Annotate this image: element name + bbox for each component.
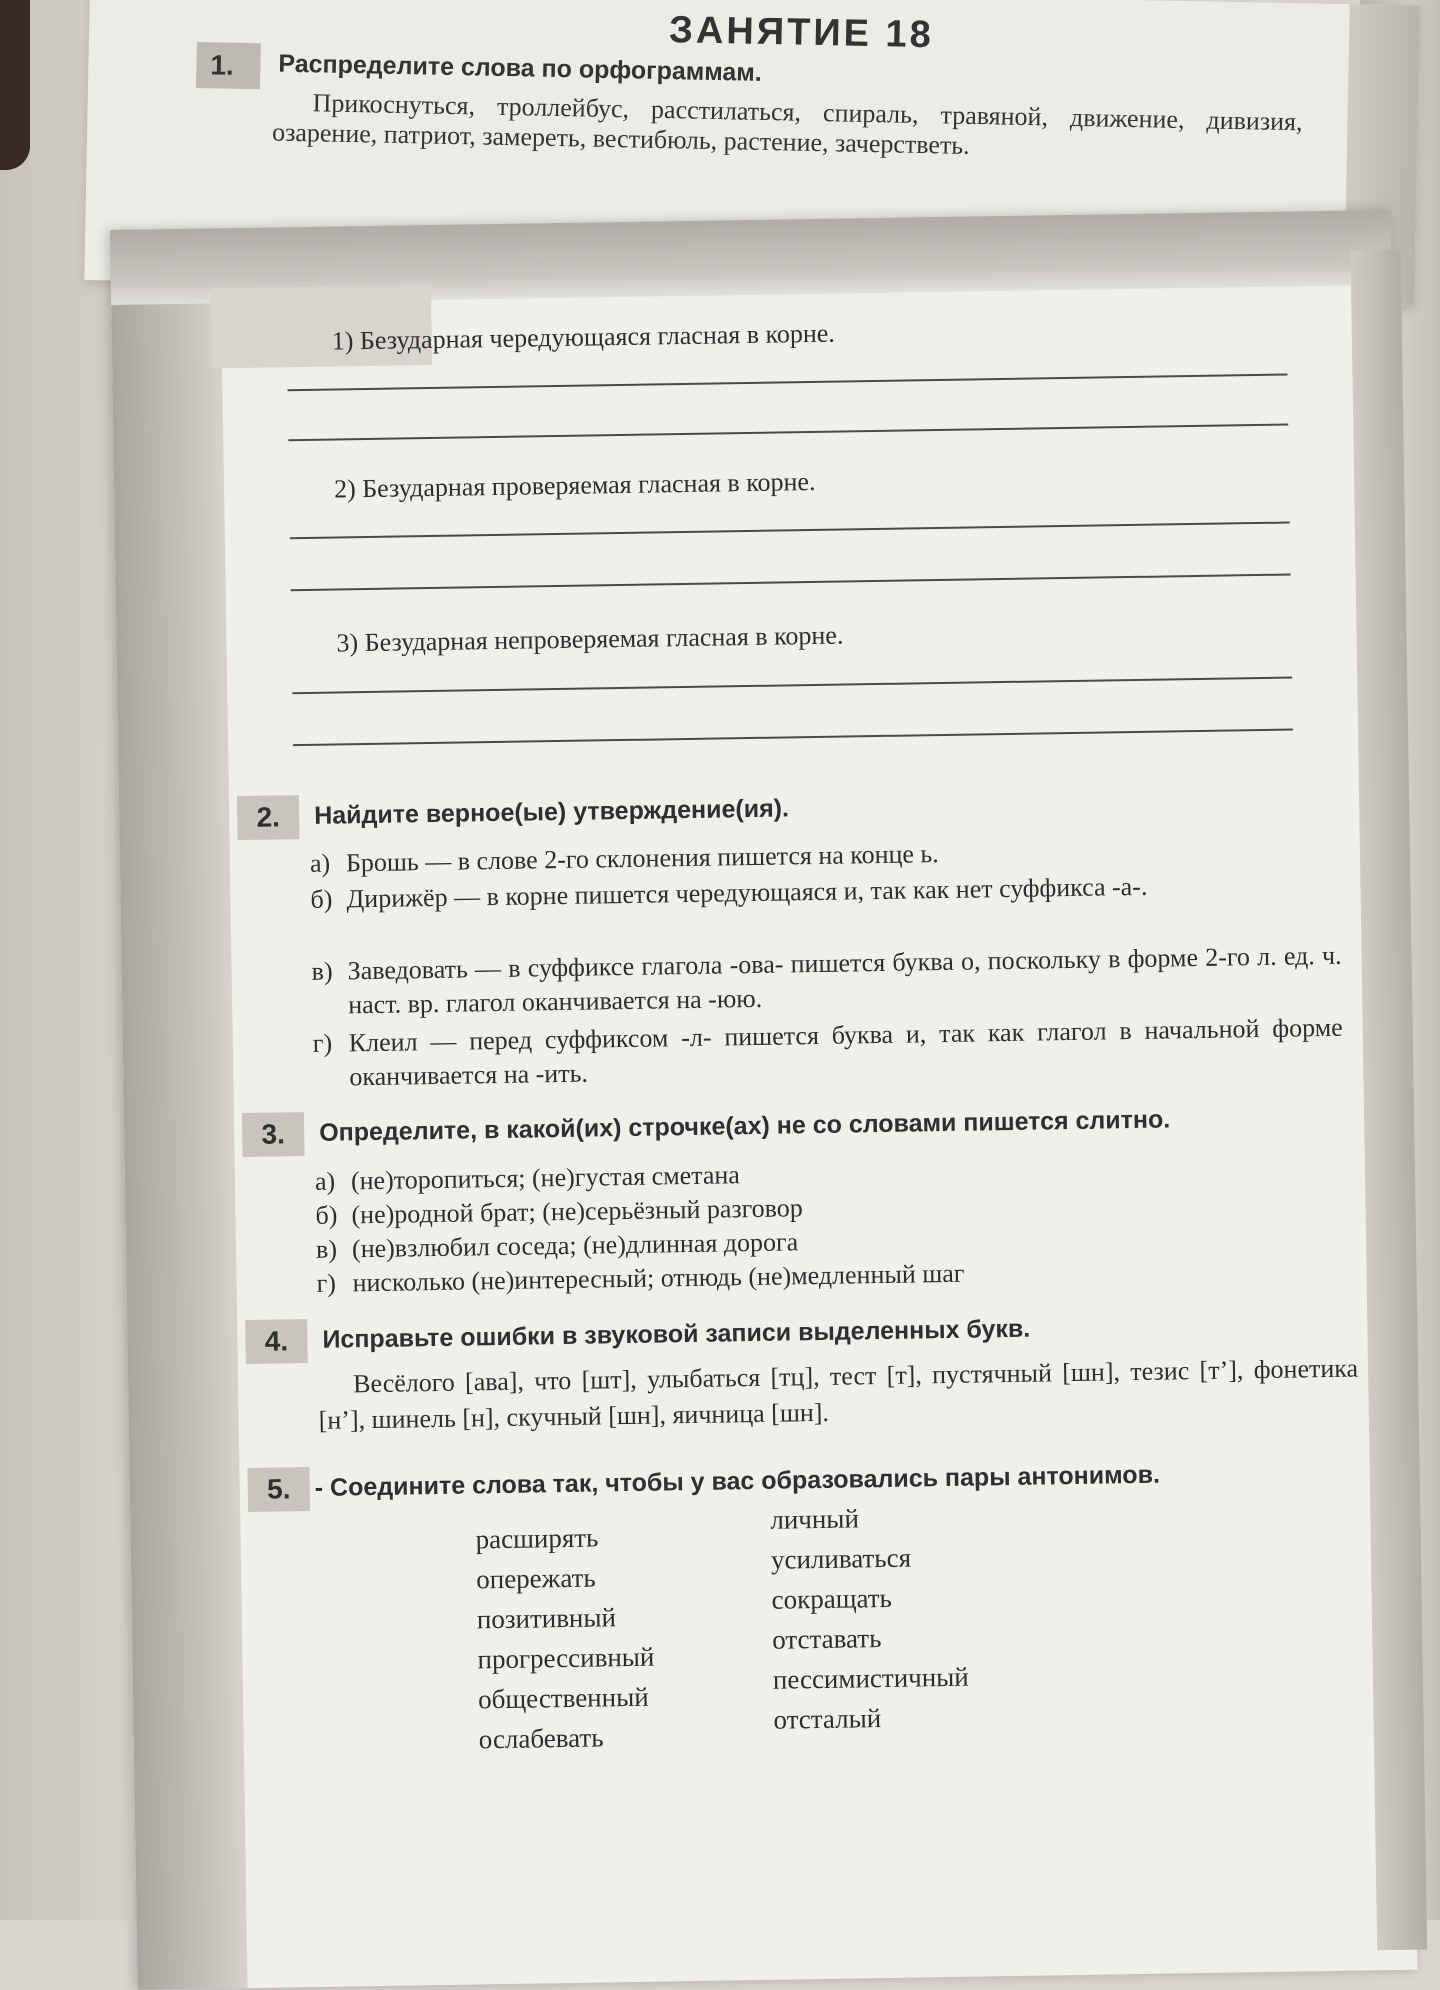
option-text: Брошь — в слове 2-го склонения пишется на конце ь. <box>345 839 940 878</box>
exercise-2-title: Найдите верное(ые) утверждение(ия). <box>314 794 790 830</box>
option-label: а) <box>314 1166 336 1196</box>
answer-line[interactable] <box>288 374 1288 392</box>
left-word[interactable]: позитивный <box>476 1602 617 1635</box>
exercise-4-number: 4. <box>245 1319 308 1364</box>
option-label: в) <box>315 1234 338 1264</box>
exercise-2-number: 2. <box>237 795 300 840</box>
exercise-2-option-v <box>311 939 1342 1023</box>
right-word[interactable]: пессимистичный <box>772 1661 969 1695</box>
answer-line[interactable] <box>292 676 1292 694</box>
phone-corner <box>0 0 30 170</box>
exercise-2-option-g <box>313 1011 1344 1095</box>
option-label: г) <box>316 1268 337 1298</box>
option-text: (не)торопиться; (не)густая сметана <box>350 1160 741 1196</box>
exercise-3-title: Определите, в какой(их) строчке(ах) не со словами пишется слитно. <box>318 1105 1171 1147</box>
left-word[interactable]: расширять <box>475 1522 599 1555</box>
right-word[interactable]: отставать <box>771 1623 882 1655</box>
option-text: (не)родной брат; (не)серьёзный разговор <box>351 1193 803 1230</box>
left-word[interactable]: общественный <box>477 1681 649 1715</box>
lesson-title: ЗАНЯТИЕ 18 <box>668 9 935 57</box>
category-3-label: 3) Безударная непроверяемая гласная в корне. <box>336 620 844 658</box>
right-word[interactable]: сокращать <box>771 1582 893 1615</box>
exercise-1-title: Распределите слова по орфограммам. <box>278 49 763 87</box>
page-content <box>110 210 1417 1990</box>
option-text: нисколько (не)интересный; отнюдь (не)медленный шаг <box>352 1258 965 1298</box>
left-word[interactable]: прогрессивный <box>477 1641 655 1675</box>
exercise-1-number: 1. <box>196 42 261 89</box>
answer-line[interactable] <box>293 728 1293 746</box>
option-label: г) <box>312 1028 333 1058</box>
option-text: (не)взлюбил соседа; (не)длинная дорога <box>351 1227 799 1264</box>
option-text: Клеил — перед суффиксом -л- пишется буква и, так как глагол в начальной форме оканчивается на -ить. <box>348 1012 1343 1092</box>
left-word[interactable]: опережать <box>476 1562 596 1595</box>
answer-line[interactable] <box>291 573 1291 591</box>
right-word[interactable]: личный <box>770 1503 860 1535</box>
option-label: а) <box>309 848 331 878</box>
option-text: Дирижёр — в корне пишется чередующаяся и, так как нет суффикса -а-. <box>346 871 1148 914</box>
exercise-5-number: 5. <box>247 1467 310 1512</box>
right-word[interactable]: усиливаться <box>770 1542 912 1575</box>
left-word[interactable]: ослабевать <box>478 1722 604 1755</box>
exercise-4-text: Весёлого [ава], что [шт], улыбаться [тц], тест [т], пустячный [шн], тезис [т’], фонетика [н’], шинель [н], скучный [шн], яичница [шн]. <box>318 1353 1359 1435</box>
exercise-3-number: 3. <box>242 1112 305 1157</box>
option-label: б) <box>310 884 333 914</box>
exercise-1-word-list: Прикоснуться, троллейбус, расстилаться, спираль, травяной, движение, дивизия, озарение, патриот, замереть, вестибюль, растение, зачерстветь. <box>271 88 1303 160</box>
category-1-label: 1) Безударная чередующаяся гласная в корне. <box>331 318 835 356</box>
exercise-4-title: Исправьте ошибки в звуковой записи выделенных букв. <box>322 1314 1031 1354</box>
category-2-label: 2) Безударная проверяемая гласная в корне. <box>333 466 816 504</box>
answer-line[interactable] <box>290 522 1290 540</box>
right-word[interactable]: отсталый <box>773 1703 882 1735</box>
exercise-5-title: - Соедините слова так, чтобы у вас образовались пары антонимов. <box>314 1460 1161 1502</box>
option-text: Заведовать — в суффиксе глагола -ова- пишется буква о, поскольку в форме 2-го л. ед. ч. наст. вр. глагол оканчивается на -юю. <box>347 940 1342 1020</box>
answer-line[interactable] <box>288 424 1288 442</box>
option-label: б) <box>315 1200 338 1230</box>
option-label: в) <box>311 956 333 986</box>
front-page <box>110 210 1417 1990</box>
